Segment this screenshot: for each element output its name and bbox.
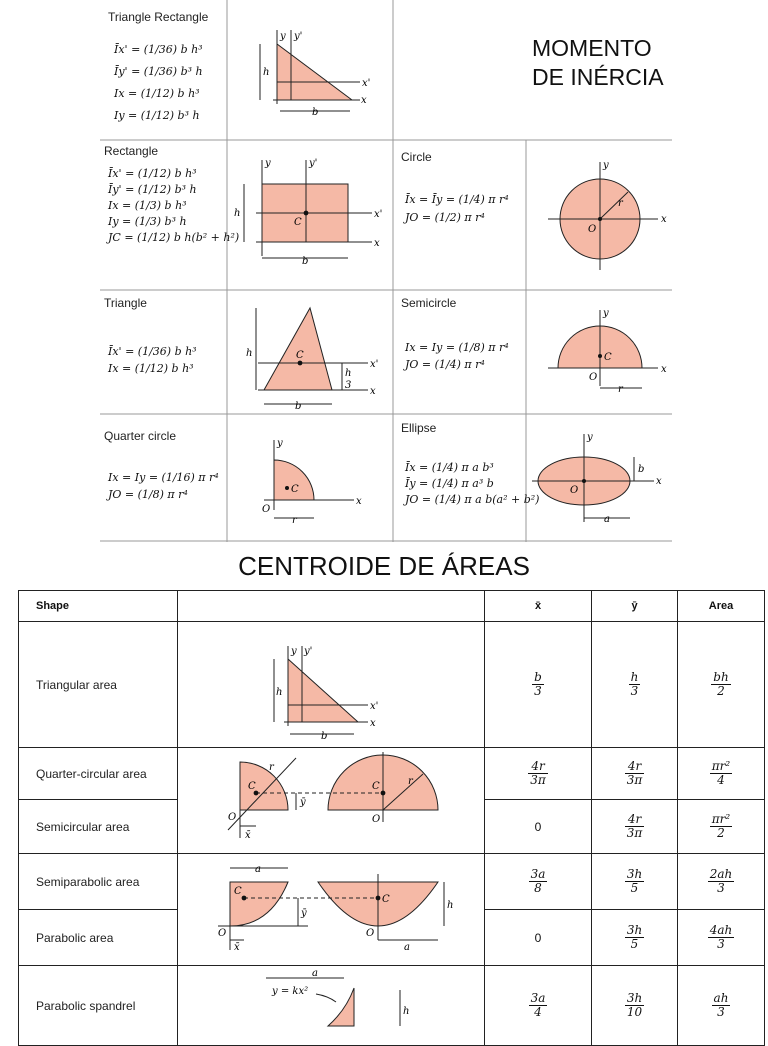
triangle-rect-figure xyxy=(240,20,380,125)
circle-formula-2: JO = (1/2) π r⁴ xyxy=(405,211,485,224)
svg-text:b: b xyxy=(638,464,645,475)
inertia-section xyxy=(100,0,672,542)
quarter-circle-title: Quarter circle xyxy=(104,429,177,443)
shape-name: Semicircular area xyxy=(19,800,178,854)
area-cell xyxy=(678,854,765,910)
table-row xyxy=(19,748,765,800)
svg-text:x: x xyxy=(370,718,376,729)
area-value: $\frac{bh}{2}$ xyxy=(713,670,729,698)
rectangle-figure xyxy=(232,148,390,270)
svg-text:a: a xyxy=(404,942,410,953)
ellipse-figure xyxy=(530,426,670,532)
parabolic-areas-figure xyxy=(178,854,485,964)
svg-text:h: h xyxy=(403,1006,410,1017)
ybar-value: $\frac{3h}{5}$ xyxy=(626,867,643,895)
header-shape: Shape xyxy=(19,591,178,622)
circle-formula-1: Īx = Īy = (1/4) π r⁴ xyxy=(405,193,509,206)
svg-text:a: a xyxy=(255,864,261,875)
triangular-area-figure xyxy=(178,622,485,748)
svg-text:x: x xyxy=(661,364,667,375)
svg-text:O: O xyxy=(588,224,597,235)
svg-text:C: C xyxy=(382,894,390,905)
area-cell xyxy=(678,800,765,854)
svg-text:C: C xyxy=(604,352,612,363)
xbar-cell xyxy=(485,966,592,1046)
svg-text:ȳ: ȳ xyxy=(301,908,307,919)
svg-text:C: C xyxy=(294,217,302,228)
rectangle-formula-5: JC = (1/12) b h(b² + h²) xyxy=(108,231,240,244)
triangle-formula-1: Īx' = (1/36) b h³ xyxy=(108,345,197,358)
ybar-cell xyxy=(592,854,678,910)
svg-text:r: r xyxy=(408,776,413,787)
area-cell xyxy=(678,748,765,800)
svg-text:y: y xyxy=(280,31,286,42)
header-xbar: x̄ xyxy=(485,591,592,622)
ybar-value: $\frac{3h}{10}$ xyxy=(626,991,643,1019)
svg-text:y': y' xyxy=(309,158,318,169)
rectangle-formula-3: Ix = (1/3) b h³ xyxy=(108,199,187,212)
ybar-value: $\frac{4r}{3\pi}$ xyxy=(626,812,643,840)
svg-text:y: y xyxy=(587,432,593,443)
figure-cell xyxy=(178,748,485,854)
triangle-rect-formula-2: Īy' = (1/36) b³ h xyxy=(114,65,203,78)
ybar-cell xyxy=(592,748,678,800)
ellipse-title: Ellipse xyxy=(401,421,437,435)
svg-text:y': y' xyxy=(294,31,303,42)
header-area: Area xyxy=(678,591,765,622)
xbar-value: $\frac{4r}{3\pi}$ xyxy=(530,759,546,787)
table-row xyxy=(19,966,765,1046)
ellipse-formula-2: Īy = (1/4) π a³ b xyxy=(405,477,494,490)
area-value: $\frac{\text{πr²}}{2}$ xyxy=(711,812,731,840)
svg-text:x': x' xyxy=(370,359,379,370)
svg-text:r: r xyxy=(292,515,297,526)
svg-text:C: C xyxy=(248,781,256,792)
semicircle-formula-1: Ix = Iy = (1/8) π r⁴ xyxy=(405,341,509,354)
table-row xyxy=(19,622,765,748)
svg-text:r: r xyxy=(618,198,623,209)
semicircle-figure xyxy=(540,302,670,410)
svg-text:ȳ: ȳ xyxy=(300,797,306,808)
svg-text:O: O xyxy=(570,485,579,496)
rectangle-formula-2: Īy' = (1/12) b³ h xyxy=(108,183,197,196)
svg-text:b: b xyxy=(295,401,302,412)
rectangle-formula-4: Iy = (1/3) b³ h xyxy=(108,215,187,228)
svg-text:r: r xyxy=(618,384,623,395)
semicircle-formula-2: JO = (1/4) π r⁴ xyxy=(405,358,485,371)
figure-cell xyxy=(178,622,485,748)
svg-text:x: x xyxy=(356,496,362,507)
xbar-cell xyxy=(485,622,592,748)
area-value: $\frac{2ah}{3}$ xyxy=(709,867,733,895)
svg-text:h: h xyxy=(234,208,241,219)
area-cell xyxy=(678,910,765,966)
parabolic-spandrel-figure xyxy=(178,966,485,1046)
xbar-cell: 0 xyxy=(485,800,592,854)
svg-text:r: r xyxy=(269,762,274,773)
svg-text:x̄: x̄ xyxy=(234,942,240,953)
centroid-header-row xyxy=(19,591,765,622)
figure-cell xyxy=(178,966,485,1046)
svg-text:h: h xyxy=(345,368,352,379)
shape-name: Parabolic spandrel xyxy=(19,966,178,1046)
centroid-title: CENTROIDE DE ÁREAS xyxy=(238,551,530,581)
quarter-circle-formula-1: Ix = Iy = (1/16) π r⁴ xyxy=(108,471,219,484)
svg-text:y: y xyxy=(603,160,609,171)
figure-cell xyxy=(178,854,485,966)
svg-text:3: 3 xyxy=(345,380,352,391)
triangle-rect-formula-3: Ix = (1/12) b h³ xyxy=(114,87,200,100)
svg-text:y: y xyxy=(277,438,283,449)
area-cell xyxy=(678,622,765,748)
rectangle-formula-1: Īx' = (1/12) b h³ xyxy=(108,167,197,180)
xbar-cell: 0 xyxy=(485,910,592,966)
svg-text:x': x' xyxy=(362,78,371,89)
quarter-circle-figure xyxy=(250,432,390,532)
centroid-table xyxy=(18,590,765,1046)
svg-text:b: b xyxy=(312,107,319,118)
svg-text:x̄: x̄ xyxy=(245,830,251,841)
xbar-value: $\frac{3a}{8}$ xyxy=(530,867,546,895)
svg-text:C: C xyxy=(372,781,380,792)
svg-text:x': x' xyxy=(370,701,379,712)
ybar-cell xyxy=(592,910,678,966)
xbar-cell xyxy=(485,748,592,800)
svg-text:y: y xyxy=(265,158,271,169)
parabola-equation: y = kx² xyxy=(272,986,309,997)
rectangle-title: Rectangle xyxy=(104,144,159,158)
header-figure xyxy=(178,591,485,622)
svg-text:O: O xyxy=(262,504,271,515)
ybar-cell xyxy=(592,966,678,1046)
svg-text:y': y' xyxy=(304,646,313,657)
triangle-title: Triangle xyxy=(104,296,147,310)
svg-text:O: O xyxy=(366,928,375,939)
area-cell xyxy=(678,966,765,1046)
svg-text:y: y xyxy=(291,646,297,657)
table-row xyxy=(19,854,765,910)
svg-text:h: h xyxy=(263,67,270,78)
svg-text:x: x xyxy=(374,238,380,249)
circular-areas-figure xyxy=(178,748,485,854)
svg-text:b: b xyxy=(321,731,328,742)
header-ybar: ȳ xyxy=(592,591,678,622)
ybar-value: $\frac{h}{3}$ xyxy=(630,670,639,698)
svg-text:y: y xyxy=(603,308,609,319)
svg-text:x: x xyxy=(661,214,667,225)
svg-text:C: C xyxy=(296,350,304,361)
triangle-formula-2: Ix = (1/12) b h³ xyxy=(108,362,194,375)
circle-title: Circle xyxy=(401,150,432,164)
quarter-circle-formula-2: JO = (1/8) π r⁴ xyxy=(108,488,188,501)
svg-text:x': x' xyxy=(374,209,383,220)
svg-text:O: O xyxy=(228,812,237,823)
svg-text:a: a xyxy=(604,514,610,525)
area-value: $\frac{ah}{3}$ xyxy=(713,991,729,1019)
svg-text:h: h xyxy=(276,687,283,698)
svg-text:a: a xyxy=(312,968,318,979)
triangle-rect-formula-1: Īx' = (1/36) b h³ xyxy=(114,43,203,56)
ybar-value: $\frac{3h}{5}$ xyxy=(626,923,643,951)
shape-name: Parabolic area xyxy=(19,910,178,966)
svg-text:h: h xyxy=(246,348,253,359)
ellipse-formula-1: Īx = (1/4) π a b³ xyxy=(405,461,494,474)
svg-text:b: b xyxy=(302,256,309,267)
triangle-rect-formula-4: Iy = (1/12) b³ h xyxy=(114,109,200,122)
xbar-cell xyxy=(485,854,592,910)
triangle-figure xyxy=(238,298,390,416)
svg-text:x: x xyxy=(370,386,376,397)
area-value: $\frac{\text{πr²}}{4}$ xyxy=(711,759,731,787)
shape-name: Triangular area xyxy=(19,622,178,748)
semicircle-title: Semicircle xyxy=(401,296,457,310)
xbar-value: $\frac{b}{3}$ xyxy=(534,670,542,698)
ybar-value: $\frac{4r}{3\pi}$ xyxy=(626,759,643,787)
svg-text:O: O xyxy=(589,372,598,383)
svg-text:x: x xyxy=(361,95,367,106)
circle-figure xyxy=(540,152,670,282)
ellipse-formula-3: JO = (1/4) π a b(a² + b²) xyxy=(405,493,540,506)
svg-text:x: x xyxy=(656,476,662,487)
inertia-main-title: MOMENTO DE INÉRCIA xyxy=(532,35,664,90)
area-value: $\frac{4ah}{3}$ xyxy=(709,923,733,951)
ybar-cell xyxy=(592,622,678,748)
shape-name: Quarter-circular area xyxy=(19,748,178,800)
svg-text:C: C xyxy=(234,886,242,897)
triangle-rect-title: Triangle Rectangle xyxy=(108,10,209,24)
svg-text:O: O xyxy=(218,928,227,939)
xbar-value: $\frac{3a}{4}$ xyxy=(530,991,546,1019)
svg-text:O: O xyxy=(372,814,381,825)
svg-text:C: C xyxy=(291,484,299,495)
svg-text:h: h xyxy=(447,900,454,911)
ybar-cell xyxy=(592,800,678,854)
shape-name: Semiparabolic area xyxy=(19,854,178,910)
